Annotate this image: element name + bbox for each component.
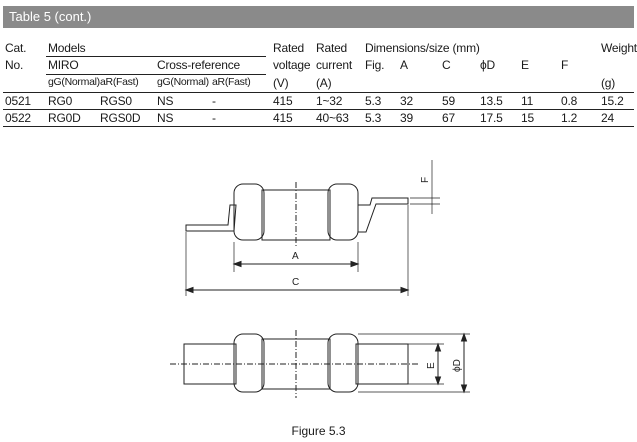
row1-d: 13.5	[480, 94, 503, 108]
figure-caption: Figure 5.3	[291, 424, 346, 438]
label-e: E	[426, 362, 437, 369]
row2-current: 40~63	[316, 111, 349, 125]
header-miro: MIRO	[48, 58, 79, 72]
row2-a: 39	[400, 111, 413, 125]
label-a: A	[292, 251, 299, 262]
row1-e: 11	[521, 94, 534, 108]
row1-miro-gg: RG0	[48, 94, 73, 108]
row1-cross-gg: NS	[157, 94, 174, 108]
row2-d: 17.5	[480, 111, 503, 125]
row2-miro-ar: RGS0D	[100, 111, 141, 125]
header-no: No.	[5, 58, 24, 72]
rule-miro	[46, 74, 266, 75]
header-rated-current-3: (A)	[316, 76, 332, 90]
header-cat: Cat.	[5, 41, 27, 55]
header-fig: Fig.	[365, 58, 385, 72]
row2-e: 15	[521, 111, 534, 125]
row1-miro-ar: RGS0	[100, 94, 132, 108]
table-title: Table 5 (cont.)	[3, 6, 634, 28]
row1-current: 1~32	[316, 94, 343, 108]
row2-cat: 0522	[5, 111, 31, 125]
label-c: C	[292, 277, 300, 288]
right-end-cap	[328, 184, 358, 240]
rule-row-divider	[3, 109, 634, 110]
right-terminal	[358, 198, 408, 232]
header-rated-voltage-3: (V)	[273, 76, 289, 90]
row2-miro-gg: RG0D	[48, 111, 81, 125]
row1-f: 0.8	[561, 94, 578, 108]
row2-voltage: 415	[273, 111, 293, 125]
fuse-drawing	[0, 145, 637, 420]
label-phi-d: ϕD	[452, 359, 463, 372]
header-weight: Weight	[601, 41, 637, 55]
row1-weight: 15.2	[601, 94, 624, 108]
header-miro-gg: gG(Normal)	[48, 76, 100, 88]
header-weight-unit: (g)	[601, 76, 616, 90]
rule-models	[46, 56, 266, 57]
header-f: F	[561, 58, 569, 72]
left-end-cap	[234, 184, 264, 240]
label-f: F	[420, 176, 431, 183]
row2-c: 67	[442, 111, 455, 125]
bottom-left-cap	[234, 334, 264, 392]
bottom-right-cap	[328, 334, 358, 392]
row2-weight: 24	[601, 111, 614, 125]
header-models: Models	[48, 41, 86, 55]
header-e: E	[521, 58, 529, 72]
header-a: A	[400, 58, 408, 72]
header-rated-current-2: current	[316, 58, 352, 72]
header-rated-voltage-1: Rated	[273, 41, 305, 55]
header-dimensions: Dimensions/size (mm)	[365, 41, 480, 55]
row1-cat: 0521	[5, 94, 31, 108]
left-terminal	[186, 205, 236, 231]
row1-voltage: 415	[273, 94, 293, 108]
header-rated-voltage-2: voltage	[273, 58, 311, 72]
header-cross-gg: gG(Normal)	[157, 76, 209, 88]
row2-fig: 5.3	[365, 111, 382, 125]
row2-cross-ar: -	[212, 111, 216, 125]
rule-header-bottom	[3, 92, 634, 93]
header-rated-current-1: Rated	[316, 41, 348, 55]
rule-table-bottom	[3, 126, 634, 127]
row1-a: 32	[400, 94, 413, 108]
row2-f: 1.2	[561, 111, 578, 125]
header-cross-reference: Cross-reference	[157, 58, 241, 72]
row2-cross-gg: NS	[157, 111, 174, 125]
header-miro-ar: aR(Fast)	[100, 76, 139, 88]
row1-fig: 5.3	[365, 94, 382, 108]
row1-c: 59	[442, 94, 455, 108]
header-cross-ar: aR(Fast)	[212, 76, 251, 88]
row1-cross-ar: -	[212, 94, 216, 108]
header-phi-d: ϕD	[480, 58, 495, 72]
header-c: C	[442, 58, 451, 72]
